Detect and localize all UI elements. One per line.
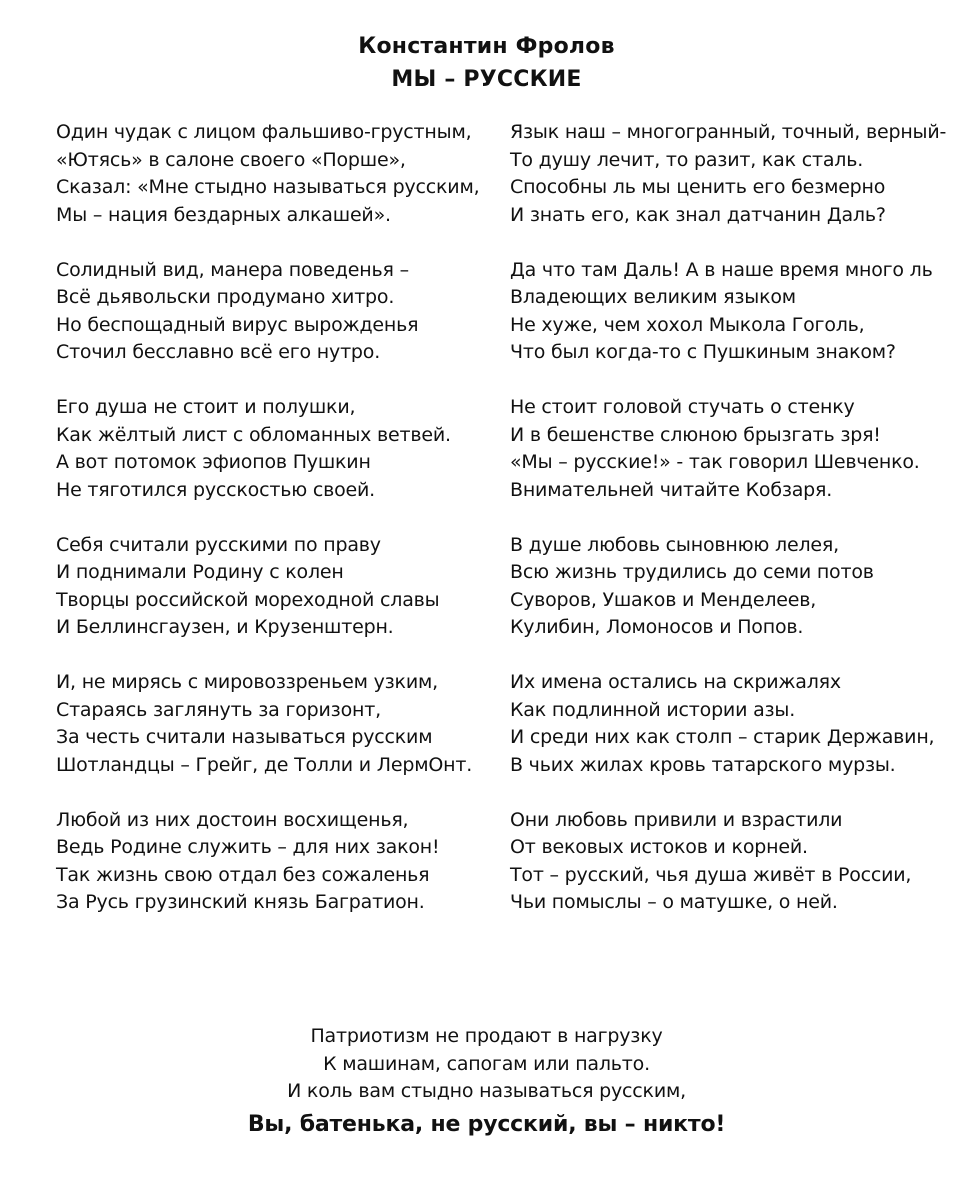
poem-line: Способны ль мы ценить его безмерно <box>510 176 886 198</box>
poem-line: Всю жизнь трудились до семи потов <box>510 561 874 583</box>
poem-line: И в бешенстве слюною брызгать зря! <box>510 423 881 446</box>
poem-line: Себя считали русскими по праву <box>56 533 381 556</box>
poem-line: Как жёлтый лист с обломанных ветвей. <box>56 423 451 446</box>
poem-line: В душе любовь сыновнюю лелея, <box>510 533 839 556</box>
outro-line: К машинам, сапогам или пальто. <box>323 1052 650 1075</box>
poem-line: Кулибин, Ломоносов и Попов. <box>510 616 804 638</box>
stanza <box>56 807 486 917</box>
right-column <box>510 119 950 944</box>
outro-line: Патриотизм не продают в нагрузку <box>310 1025 663 1047</box>
poem-line: То душу лечит, то разит, как сталь. <box>510 148 864 171</box>
stanza <box>56 119 486 229</box>
poem-line: В чьих жилах кровь татарского мурзы. <box>510 753 896 776</box>
poem-line: И знать его, как знал датчанин Даль? <box>510 203 886 226</box>
poem-line: От вековых истоков и корней. <box>510 836 808 858</box>
stanza <box>510 532 950 642</box>
poem-line: Солидный вид, манера поведенья – <box>56 258 409 281</box>
left-column <box>56 119 486 944</box>
stanza <box>56 394 486 504</box>
poem-line: Всё дьявольски продумано хитро. <box>56 286 395 308</box>
poem-line: Стараясь заглянуть за горизонт, <box>56 698 381 721</box>
outro-final-line: Вы, батенька, не русский, вы – никто! <box>247 1111 726 1137</box>
poem-line: И среди них как столп – старик Державин, <box>510 726 935 748</box>
author-name: Константин Фролов <box>358 34 615 59</box>
poem-line: Чьи помыслы – о матушке, о ней. <box>510 891 838 913</box>
poem-line: Сточил бесславно всё его нутро. <box>56 341 381 363</box>
poem-line: За Русь грузинский князь Багратион. <box>56 891 425 913</box>
outro-line: И коль вам стыдно называться русским, <box>287 1080 686 1102</box>
poem-line: Его душа не стоит и полушки, <box>56 396 356 418</box>
poem-line: Мы – нация бездарных алкашей». <box>56 203 391 226</box>
poem-line: И поднимали Родину с колен <box>56 561 344 583</box>
stanza <box>56 532 486 642</box>
stanza <box>510 669 950 779</box>
stanza <box>510 807 950 917</box>
poem-line: «Ютясь» в салоне своего «Порше», <box>56 148 406 171</box>
poem-line: Внимательней читайте Кобзаря. <box>510 478 833 501</box>
poem-line: «Мы – русские!» - так говорил Шевченко. <box>510 451 920 473</box>
poem-line: Владеющих великим языком <box>510 286 796 308</box>
poem-line: Да что там Даль! А в наше время много ль <box>510 258 933 281</box>
poem-line: Язык наш – многогранный, точный, верный- <box>510 121 947 143</box>
poem-line: Как подлинной истории азы. <box>510 698 796 721</box>
poem-line: Не стоит головой стучать о стенку <box>510 396 855 418</box>
poem-line: А вот потомок эфиопов Пушкин <box>56 451 371 473</box>
poem-line: Тот – русский, чья душа живёт в России, <box>510 863 912 886</box>
poem-line: Шотландцы – Грейг, де Толли и ЛермОнт. <box>56 753 473 776</box>
poem-line: Они любовь привили и взрастили <box>510 808 843 831</box>
stanza <box>56 257 486 367</box>
poem-line: Один чудак с лицом фальшиво-грустным, <box>56 121 472 143</box>
poem-line: Их имена остались на скрижалях <box>510 671 841 693</box>
poem-line: Творцы российской мореходной славы <box>56 588 440 611</box>
poem-line: Не тяготился русскостью своей. <box>56 478 375 501</box>
outro-stanza <box>0 1023 973 1142</box>
stanza <box>56 669 486 779</box>
poem-line: Но беспощадный вирус вырожденья <box>56 313 419 336</box>
poem-line: Что был когда-то с Пушкиным знаком? <box>510 341 896 363</box>
poem-line: За честь считали называться русским <box>56 726 433 748</box>
poem-line: И, не мирясь с мировоззреньем узким, <box>56 671 438 693</box>
stanza <box>510 119 950 229</box>
poem-line: Сказал: «Мне стыдно называться русским, <box>56 176 480 198</box>
poem-line: Суворов, Ушаков и Менделеев, <box>510 588 817 611</box>
poem-line: Не хуже, чем хохол Мыкола Гоголь, <box>510 313 865 336</box>
poem-line: Ведь Родине служить – для них закон! <box>56 836 440 858</box>
poem-header <box>0 30 973 96</box>
stanza <box>510 257 950 367</box>
poem-line: И Беллинсгаузен, и Крузенштерн. <box>56 616 394 638</box>
poem-title: МЫ – РУССКИЕ <box>391 67 582 92</box>
stanza <box>510 394 950 504</box>
poem-line: Так жизнь свою отдал без сожаленья <box>56 863 430 886</box>
poem-line: Любой из них достоин восхищенья, <box>56 808 409 831</box>
